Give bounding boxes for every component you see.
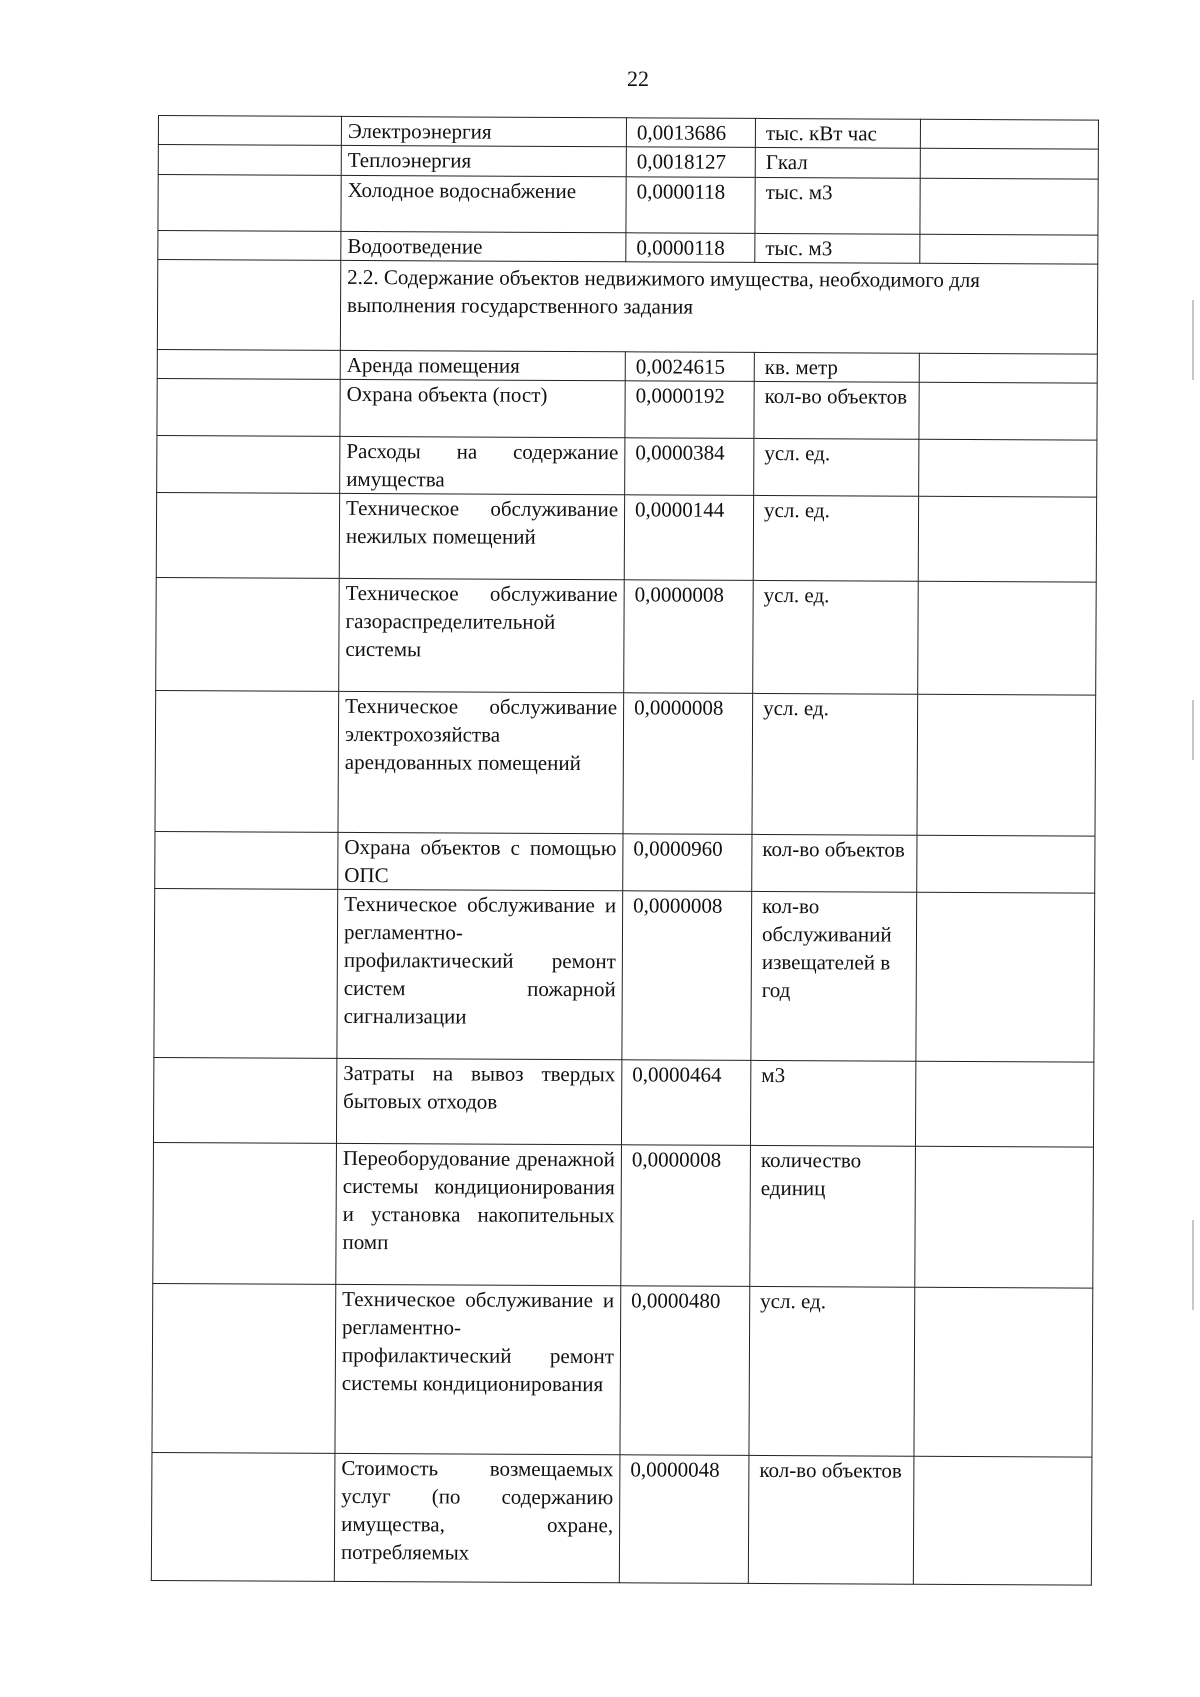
empty-cell [157, 349, 340, 379]
cost-item-unit: количество единиц [750, 1145, 916, 1287]
cost-item-value: 0,0000144 [624, 495, 753, 581]
empty-cell [155, 831, 338, 889]
table-row [158, 116, 1098, 150]
empty-cell [158, 145, 341, 176]
empty-cell [154, 888, 338, 1058]
table-row [154, 888, 1095, 1062]
table-row [153, 1057, 1093, 1147]
cost-item-value: 0,0000192 [625, 381, 754, 439]
cost-item-unit: усл. ед. [753, 580, 919, 694]
table-row [155, 690, 1096, 836]
cost-item-unit: кол-во объектов [748, 1455, 914, 1584]
empty-cell [153, 1057, 336, 1143]
cost-item-name: Аренда помещения [340, 350, 625, 380]
page-number: 22 [627, 66, 649, 91]
table-row [155, 831, 1095, 893]
cost-item-unit: м3 [750, 1060, 915, 1146]
cost-item-name: Водоотведение [341, 231, 626, 261]
cost-item-value: 0,0000008 [623, 693, 753, 835]
cost-item-name: Техническое обслуживание и регламентно-профилактический ремонт системы кондиционирования [335, 1284, 621, 1454]
empty-cell [156, 492, 339, 578]
scan-edge-mark [1192, 700, 1194, 760]
cost-item-value: 0,0000008 [624, 580, 754, 694]
empty-cell [157, 260, 340, 351]
table-row [151, 1452, 1092, 1585]
cost-item-unit: усл. ед. [754, 438, 919, 496]
cost-item-value: 0,0000008 [621, 1145, 751, 1287]
cost-item-name: Стоимость возмещаемых услуг (по содержанию имущества, охране, потребляемых [334, 1453, 620, 1582]
table-row [157, 349, 1097, 383]
cost-item-name: Расходы на содержание имущества [340, 436, 625, 494]
cost-item-name: Техническое обслуживание газораспределительной системы [339, 578, 625, 692]
empty-cell [152, 1283, 336, 1453]
cost-item-name: Холодное водоснабжение [341, 175, 626, 232]
empty-cell [158, 231, 341, 261]
cost-item-name: Переоборудование дренажной системы кондиционирования и установка накопительных помп [336, 1143, 622, 1285]
empty-cell [917, 694, 1096, 836]
empty-cell [920, 119, 1098, 149]
empty-cell [151, 1452, 335, 1581]
cost-item-value: 0,0013686 [626, 118, 755, 148]
empty-cell [153, 1142, 337, 1284]
cost-item-unit: тыс. кВт час [755, 118, 920, 148]
empty-cell [155, 690, 339, 832]
section-row [157, 260, 1097, 355]
empty-cell [919, 439, 1097, 497]
scan-edge-mark [1192, 1220, 1194, 1310]
cost-item-value: 0,0000960 [623, 834, 752, 892]
empty-cell [157, 435, 340, 493]
table-row [152, 1283, 1093, 1457]
empty-cell [158, 116, 341, 146]
cost-item-value: 0,0000464 [621, 1060, 750, 1146]
cost-item-unit: Гкал [755, 147, 920, 178]
empty-cell [914, 1287, 1093, 1457]
cost-item-name: Техническое обслуживание электрохозяйства арендованных помещений [338, 691, 624, 833]
empty-cell [156, 577, 340, 691]
empty-cell [915, 1061, 1093, 1147]
empty-cell [918, 496, 1096, 582]
table-row [153, 1142, 1094, 1288]
cost-item-value: 0,0000384 [625, 438, 754, 496]
table-row [156, 577, 1097, 695]
cost-item-name: Затраты на вывоз твердых бытовых отходов [336, 1058, 621, 1144]
cost-item-value: 0,0018127 [626, 147, 755, 178]
cost-item-unit: усл. ед. [753, 495, 918, 581]
empty-cell [916, 892, 1095, 1062]
empty-cell [158, 175, 341, 232]
cost-item-value: 0,0024615 [625, 352, 754, 382]
cost-item-name: Охрана объектов с помощью ОПС [338, 832, 623, 890]
empty-cell [919, 353, 1097, 383]
empty-cell [920, 178, 1098, 235]
table-row [158, 145, 1098, 180]
table-row [156, 492, 1096, 582]
empty-cell [915, 1146, 1094, 1288]
table-row [158, 175, 1098, 236]
cost-item-name: Электроэнергия [341, 116, 626, 146]
section-heading: 2.2. Содержание объектов недвижимого имущества, необходимого для выполнения государственного задания [340, 260, 1097, 354]
cost-item-unit: тыс. м3 [755, 177, 920, 234]
cost-item-unit: кол-во объектов [754, 381, 919, 439]
cost-item-unit: усл. ед. [749, 1286, 915, 1456]
cost-item-unit: тыс. м3 [755, 233, 920, 263]
cost-item-unit: кв. метр [754, 352, 919, 382]
cost-item-value: 0,0000008 [622, 891, 752, 1061]
cost-item-unit: усл. ед. [752, 693, 918, 835]
table-row [158, 231, 1098, 265]
cost-item-value: 0,0000480 [620, 1286, 750, 1456]
cost-item-name: Охрана объекта (пост) [340, 379, 625, 437]
cost-item-unit: кол-во объектов [752, 834, 917, 892]
empty-cell [918, 581, 1097, 695]
empty-cell [920, 148, 1098, 179]
empty-cell [157, 378, 340, 436]
cost-item-value: 0,0000118 [626, 177, 755, 234]
cost-item-value: 0,0000118 [626, 233, 755, 263]
cost-item-name: Теплоэнергия [341, 145, 626, 176]
cost-item-name: Техническое обслуживание и регламентно-профилактический ремонт систем пожарной сигнализации [337, 889, 623, 1059]
empty-cell [913, 1456, 1092, 1585]
norms-table [151, 115, 1099, 1586]
cost-item-value: 0,0000048 [619, 1455, 749, 1584]
empty-cell [920, 234, 1098, 264]
cost-item-name: Техническое обслуживание нежилых помещений [339, 493, 624, 579]
table-row [157, 435, 1097, 497]
empty-cell [919, 382, 1097, 440]
table-row [157, 378, 1097, 440]
cost-item-unit: кол-во обслуживаний извещателей в год [751, 891, 917, 1061]
empty-cell [917, 835, 1095, 893]
scan-edge-mark [1192, 300, 1194, 380]
